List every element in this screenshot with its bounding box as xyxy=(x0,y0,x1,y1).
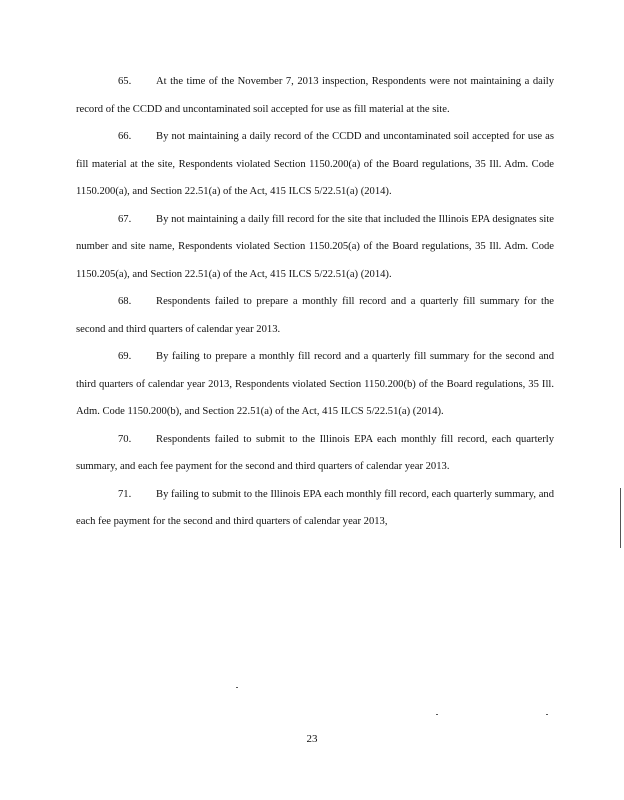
paragraph-number: 71. xyxy=(118,488,132,500)
paragraph-68 xyxy=(76,288,554,343)
scan-speck xyxy=(236,687,238,688)
paragraph-number: 70. xyxy=(118,433,132,445)
paragraph-number: 66. xyxy=(118,131,132,142)
paragraph-text: Respondents failed to submit to the Illinois EPA each monthly fill record, each quarterly summary, and each fee payment for the second and third quarters of calendar year 2013. xyxy=(76,433,554,472)
paragraph-67 xyxy=(76,206,554,289)
paragraph-text: Respondents failed to prepare a monthly fill record and a quarterly fill summary for the second and third quarters of calendar year 2013. xyxy=(76,296,554,335)
paragraph-number: 68. xyxy=(118,296,132,307)
paragraph-text: By not maintaining a daily record of the CCDD and uncontaminated soil accepted for use as fill material at the site, Respondents violated Section 1150.200(a) of the Board regulations, 35 Ill. Adm. Code 1150.200(a), and Section 22.51(a) of the Act, 415 ILCS 5/22.51(a) (2014). xyxy=(76,131,554,197)
paragraph-66 xyxy=(76,123,554,206)
paragraph-text: By not maintaining a daily fill record for the site that included the Illinois EPA designates site number and site name, Respondents violated Section 1150.205(a) of the Board regulations, 35 Ill. Adm. Code 1150.205(a), and Section 22.51(a) of the Act, 415 ILCS 5/22.51(a) (2014). xyxy=(76,213,554,280)
paragraph-text: At the time of the November 7, 2013 inspection, Respondents were not maintaining a daily record of the CCDD and uncontaminated soil accepted for use as fill material at the site. xyxy=(76,76,554,115)
paragraph-71 xyxy=(76,481,554,536)
paragraph-69 xyxy=(76,343,554,426)
paragraph-number: 65. xyxy=(118,76,132,87)
paragraph-text: By failing to prepare a monthly fill record and a quarterly fill summary for the second and third quarters of calendar year 2013, Respondents violated Section 1150.200(b) of the Board regulations, 35 Ill. Adm. Code 1150.200(b), and Section 22.51(a) of the Act, 415 ILCS 5/22.51(a) (2014). xyxy=(76,351,554,417)
scan-edge-mark xyxy=(620,488,621,548)
scan-speck xyxy=(436,714,438,715)
paragraph-number: 67. xyxy=(118,213,132,225)
page-number: 23 xyxy=(306,733,318,745)
document-body xyxy=(76,68,554,536)
scan-speck xyxy=(546,714,548,715)
paragraph-text: By failing to submit to the Illinois EPA each monthly fill record, each quarterly summary, and each fee payment for the second and third quarters of calendar year 2013, xyxy=(76,488,554,527)
paragraph-70 xyxy=(76,426,554,481)
paragraph-number: 69. xyxy=(118,351,132,362)
paragraph-65 xyxy=(76,68,554,123)
